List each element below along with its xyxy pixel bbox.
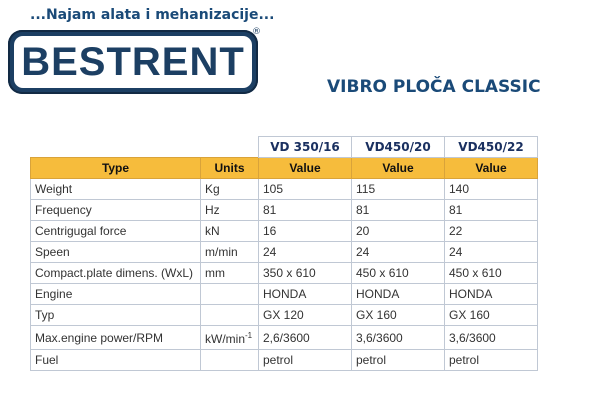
table-row: [31, 305, 538, 326]
value-cell: 450 x 610: [352, 263, 445, 284]
value-cell: 450 x 610: [445, 263, 538, 284]
param-cell: Compact.plate dimens. (WxL): [31, 263, 201, 284]
unit-cell: [201, 179, 259, 200]
param-cell: Frequency: [31, 200, 201, 221]
value-cell: GX 120: [259, 305, 352, 326]
model-name: VD450/22: [445, 137, 538, 158]
value-cell: 2,6/3600: [259, 326, 352, 350]
table-row: [31, 179, 538, 200]
unit-cell: [201, 242, 259, 263]
param-cell: Centrigugal force: [31, 221, 201, 242]
value-cell: 81: [259, 200, 352, 221]
table-row: [31, 263, 538, 284]
model-name: VD450/20: [352, 137, 445, 158]
value-cell: petrol: [352, 350, 445, 371]
col-header-value: Value: [445, 158, 538, 179]
bestrent-logo: [8, 30, 258, 94]
param-cell: Max.engine power/RPM: [31, 326, 201, 350]
unit-text: Kg: [205, 182, 220, 196]
value-cell: 24: [352, 242, 445, 263]
unit-superscript: -1: [245, 331, 253, 340]
col-header-type: Type: [31, 158, 201, 179]
param-cell: Weight: [31, 179, 201, 200]
value-cell: 3,6/3600: [445, 326, 538, 350]
unit-cell: [201, 221, 259, 242]
unit-text: mm: [205, 266, 225, 280]
product-title: VIBRO PLOČA CLASSIC: [327, 77, 541, 97]
unit-text: kW/min: [205, 332, 245, 346]
col-header-units: Units: [201, 158, 259, 179]
value-cell: 20: [352, 221, 445, 242]
unit-text: Hz: [205, 203, 220, 217]
value-cell: GX 160: [445, 305, 538, 326]
value-cell: 115: [352, 179, 445, 200]
value-cell: petrol: [259, 350, 352, 371]
col-header-value: Value: [352, 158, 445, 179]
value-cell: 24: [445, 242, 538, 263]
value-cell: 16: [259, 221, 352, 242]
model-row: [31, 137, 538, 158]
table-row: [31, 350, 538, 371]
unit-cell: [201, 284, 259, 305]
table-row: [31, 200, 538, 221]
logo-text: BESTRENT: [21, 39, 245, 84]
value-cell: HONDA: [259, 284, 352, 305]
registered-mark: ®: [252, 27, 261, 37]
param-cell: Fuel: [31, 350, 201, 371]
tagline: ...Najam alata i mehanizacije...: [30, 7, 275, 23]
col-header-value: Value: [259, 158, 352, 179]
value-cell: 81: [352, 200, 445, 221]
unit-cell: [201, 326, 259, 350]
value-cell: GX 160: [352, 305, 445, 326]
unit-cell: [201, 350, 259, 371]
header-row: [31, 158, 538, 179]
param-cell: Typ: [31, 305, 201, 326]
model-name: VD 350/16: [259, 137, 352, 158]
value-cell: 105: [259, 179, 352, 200]
unit-cell: [201, 263, 259, 284]
value-cell: 81: [445, 200, 538, 221]
value-cell: 24: [259, 242, 352, 263]
unit-cell: [201, 200, 259, 221]
value-cell: petrol: [445, 350, 538, 371]
spec-table: [30, 136, 538, 371]
table-row: [31, 284, 538, 305]
value-cell: 350 x 610: [259, 263, 352, 284]
unit-cell: [201, 305, 259, 326]
param-cell: Speen: [31, 242, 201, 263]
table-row: [31, 326, 538, 350]
value-cell: HONDA: [352, 284, 445, 305]
param-cell: Engine: [31, 284, 201, 305]
unit-text: kN: [205, 224, 220, 238]
table-row: [31, 242, 538, 263]
value-cell: 22: [445, 221, 538, 242]
unit-text: m/min: [205, 245, 238, 259]
table-row: [31, 221, 538, 242]
value-cell: 140: [445, 179, 538, 200]
value-cell: 3,6/3600: [352, 326, 445, 350]
value-cell: HONDA: [445, 284, 538, 305]
